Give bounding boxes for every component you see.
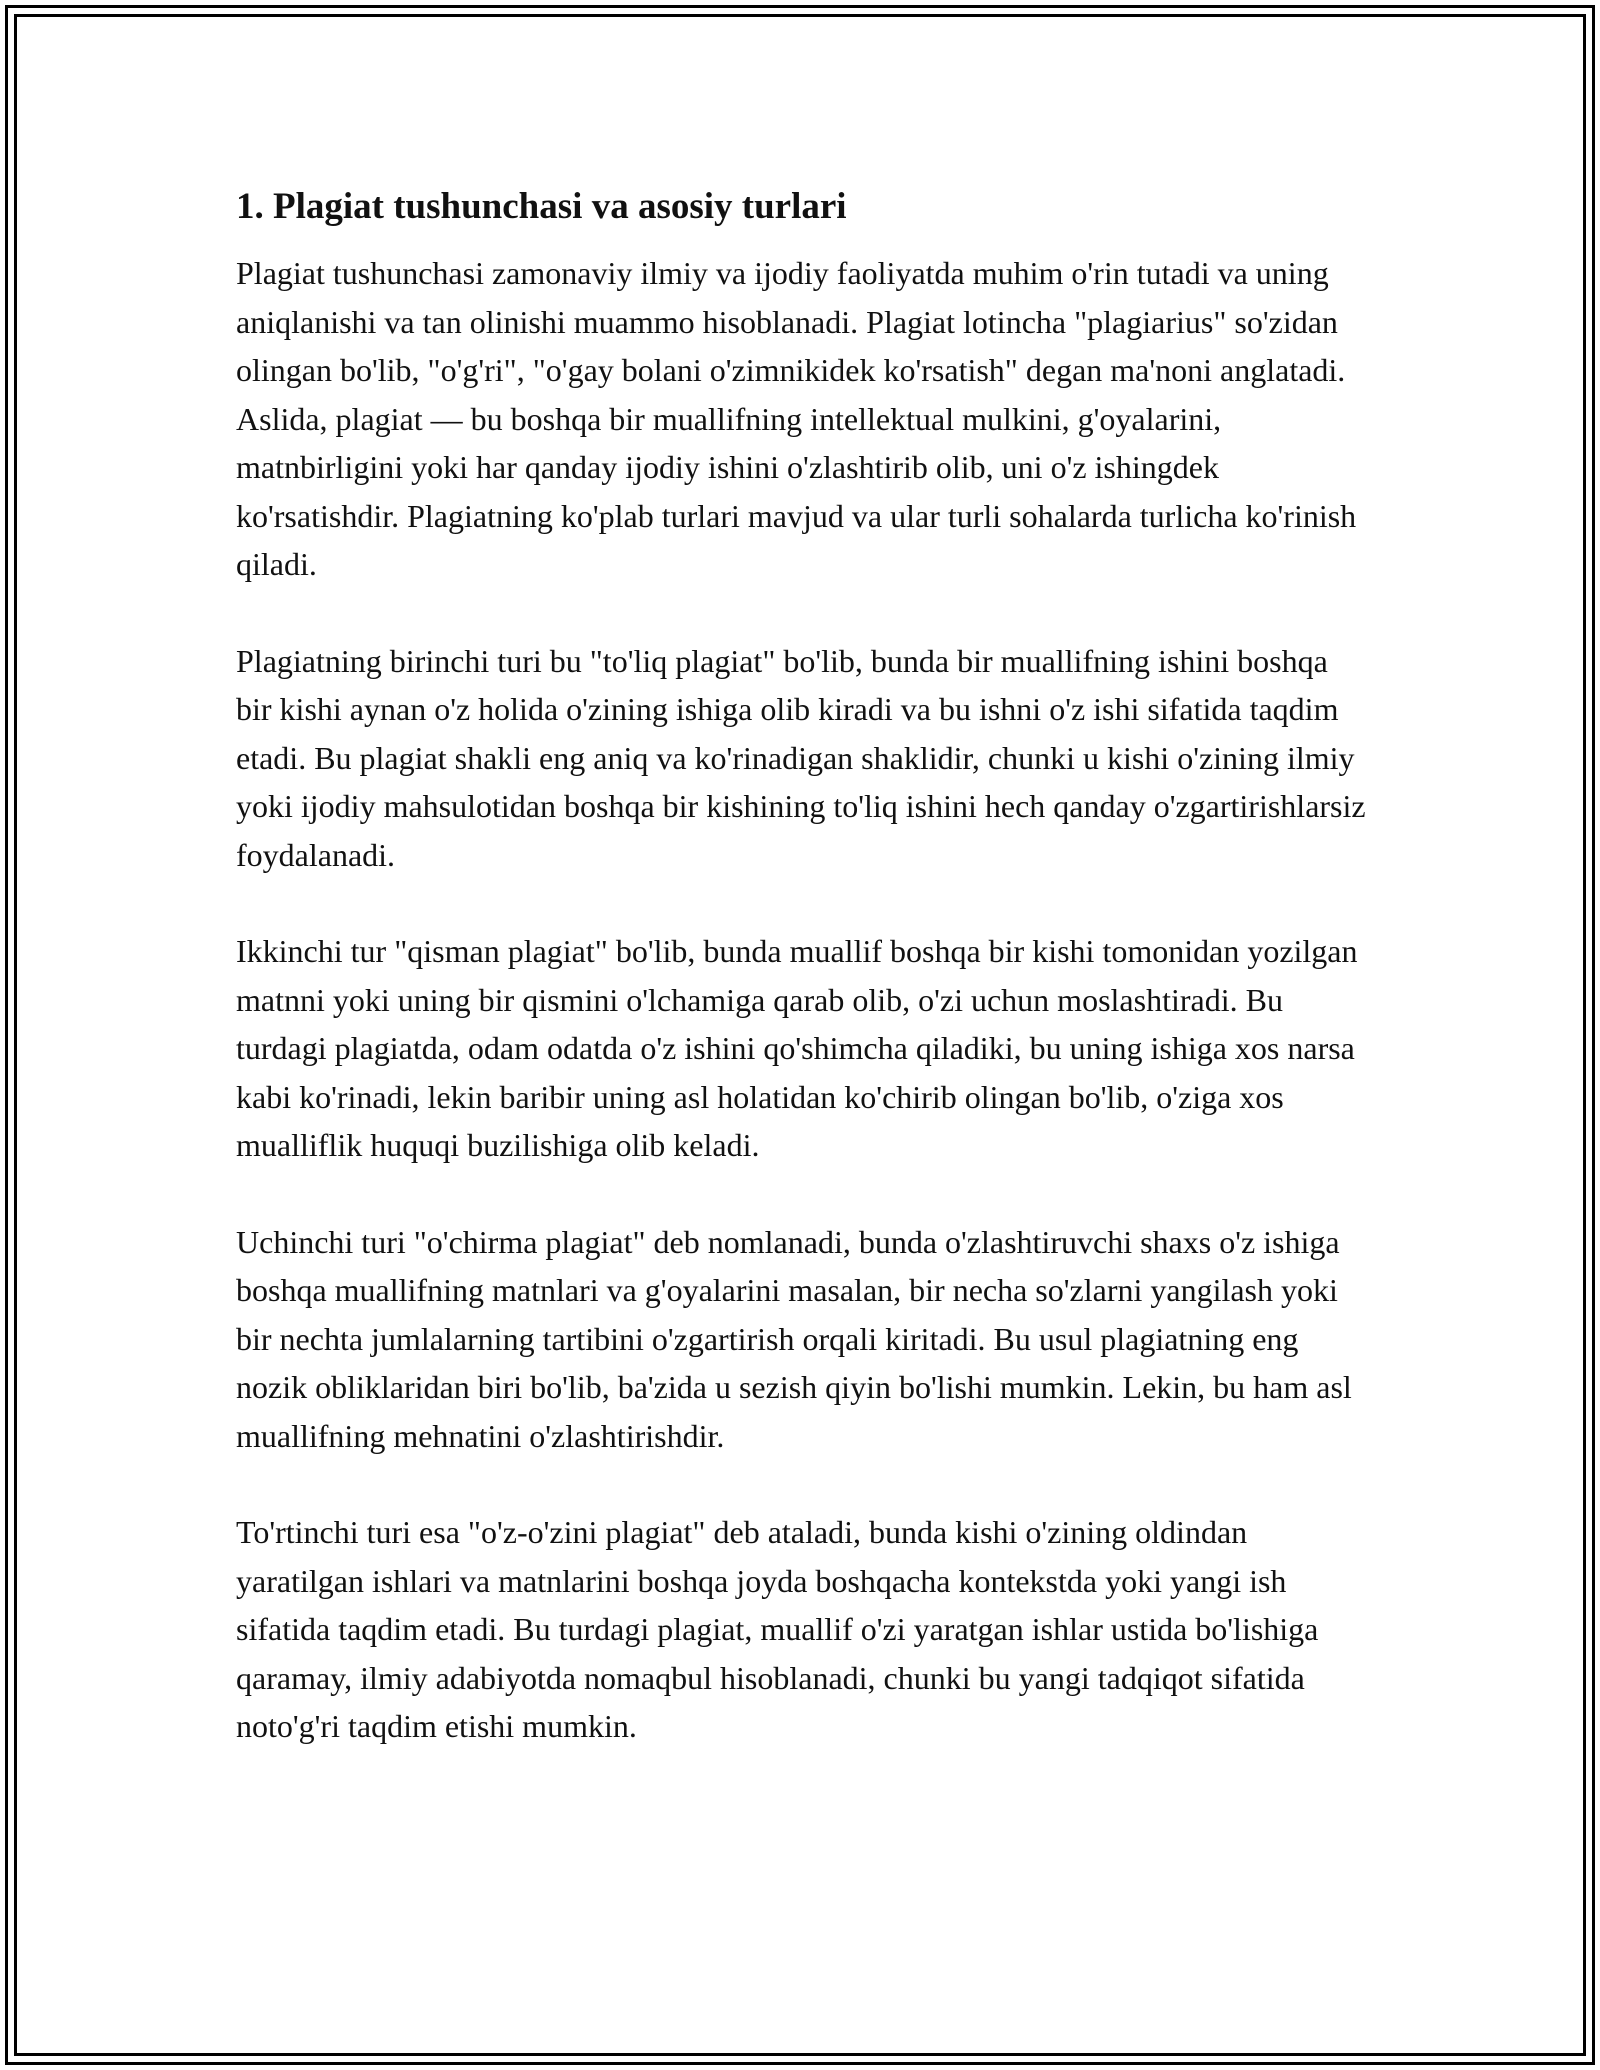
paragraph-paraphrase-plagiarism: Uchinchi turi "o'chirma plagiat" deb nomlanadi, bunda o'zlashtiruvchi shaxs o'z ishiga boshqa muallifning matnlari va g'oyalarini masalan, bir necha so'zlarni yangilash yoki bir nechta jumlalarning tartibini o'zgartirish orqali kiritadi. Bu usul plagiatning eng nozik obliklaridan biri bo'lib, ba'zida u sezish qiyin bo'lishi mumkin. Lekin, bu ham asl muallifning mehnatini o'zlashtirishdir. <box>236 1223 1352 1454</box>
paragraph-definition: Plagiat tushunchasi zamonaviy ilmiy va ijodiy faoliyatda muhim o'rin tutadi va uning aniqlanishi va tan olinishi muammo hisoblanadi. Plagiat lotincha "plagiarius" so'zidan olingan bo'lib, "o'g'ri", "o'gay bolani o'zimnikidek ko'rsatish" degan ma'noni anglatadi. Aslida, plagiat — bu boshqa bir muallifning intellektual mulkini, g'oyalarini, matnbirligini yoki har qanday ijodiy ishini o'zlashtirib olib, uni o'z ishingdek ko'rsatishdir. Plagiatning ko'plab turlari mavjud va ular turli sohalarda turlicha ko'rinish qiladi. <box>236 255 1357 583</box>
paragraph-partial-plagiarism: Ikkinchi tur "qisman plagiat" bo'lib, bunda muallif boshqa bir kishi tomonidan yozilgan matnni yoki uning bir qismini o'lchamiga qarab olib, o'zi uchun moslashtiradi. Bu turdagi plagiatda, odam odatda o'z ishini qo'shimcha qiladiki, bu uning ishiga xos narsa kabi ko'rinadi, lekin baribir uning asl holatidan ko'chirib olingan bo'lib, o'ziga xos mualliflik huquqi buzilishiga olib keladi. <box>236 933 1358 1164</box>
document-body <box>236 185 1366 1799</box>
paragraph-self-plagiarism: To'rtinchi turi esa "o'z-o'zini plagiat" deb ataladi, bunda kishi o'zining oldindan yaratilgan ishlari va matnlarini boshqa joyda boshqacha kontekstda yoki yangi ish sifatida taqdim etadi. Bu turdagi plagiat, muallif o'zi yaratgan ishlar ustida bo'lishiga qaramay, ilmiy adabiyotda nomaqbul hisoblanadi, chunki bu yangi tadqiqot sifatida noto'g'ri taqdim etishi mumkin. <box>236 1514 1319 1745</box>
paragraph-full-plagiarism: Plagiatning birinchi turi bu "to'liq plagiat" bo'lib, bunda bir muallifning ishini boshqa bir kishi aynan o'z holida o'zining ishiga olib kiradi va bu ishni o'z ishi sifatida taqdim etadi. Bu plagiat shakli eng aniq va ko'rinadigan shaklidir, chunki u kishi o'zining ilmiy yoki ijodiy mahsulotidan boshqa bir kishining to'liq ishini hech qanday o'zgartirishlarsiz foydalanadi. <box>236 642 1366 873</box>
section-heading: 1. Plagiat tushunchasi va asosiy turlari <box>236 186 847 227</box>
